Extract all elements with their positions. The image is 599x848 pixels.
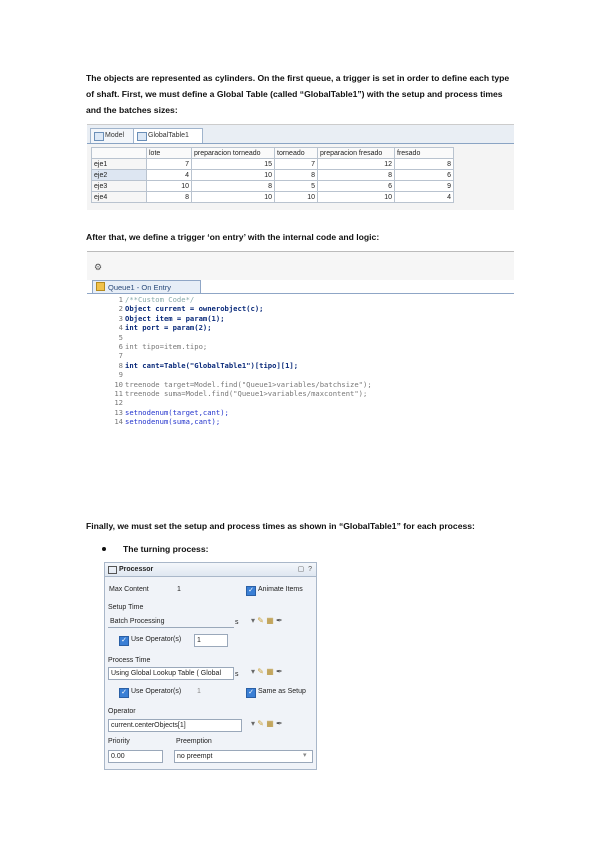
edit-icon[interactable]: ✎ bbox=[257, 667, 264, 676]
tab-globaltable1-label: GlobalTable1 bbox=[148, 132, 189, 139]
dropdown-arrow-icon[interactable]: ▾ bbox=[251, 616, 256, 625]
table-cell[interactable]: 10 bbox=[275, 192, 318, 203]
table-cell[interactable]: 4 bbox=[395, 192, 454, 203]
column-header: fresado bbox=[395, 148, 454, 159]
template-icon[interactable]: ▦ bbox=[266, 719, 274, 728]
table-cell[interactable]: 15 bbox=[192, 159, 275, 170]
process-time-unit: s bbox=[235, 671, 239, 678]
code-editor-screenshot bbox=[87, 251, 514, 509]
preemption-chevron-down-icon[interactable]: ▾ bbox=[303, 752, 307, 759]
process-use-operators-label: Use Operator(s) bbox=[131, 688, 182, 695]
processor-properties-panel bbox=[104, 562, 317, 770]
processor-title: Processor bbox=[119, 566, 154, 573]
window-icon[interactable]: ▢ bbox=[297, 566, 305, 573]
code-text-area[interactable] bbox=[113, 295, 372, 427]
code-line: 13 setnodenum(target,cant); bbox=[114, 407, 229, 417]
table-cell[interactable]: 10 bbox=[147, 181, 192, 192]
table-cell[interactable]: 6 bbox=[395, 170, 454, 181]
table-tab-bar bbox=[87, 125, 514, 144]
table-cell[interactable]: 4 bbox=[147, 170, 192, 181]
setup-operators-input[interactable]: 1 bbox=[194, 634, 228, 647]
dropdown-arrow-icon[interactable]: ▾ bbox=[251, 667, 256, 676]
table-cell[interactable]: 10 bbox=[318, 192, 395, 203]
table-cell[interactable]: 12 bbox=[318, 159, 395, 170]
code-line: 7 bbox=[118, 351, 123, 361]
eyedropper-icon[interactable]: ✒ bbox=[275, 667, 283, 676]
row-header: eje1 bbox=[92, 159, 147, 170]
column-header: preparacion fresado bbox=[318, 148, 395, 159]
code-line: 14 setnodenum(suma,cant); bbox=[114, 417, 221, 427]
row-header: eje3 bbox=[92, 181, 147, 192]
global-table-screenshot bbox=[87, 124, 514, 210]
code-line: 8 int cant=Table("GlobalTable1")[tipo][1]; bbox=[118, 360, 299, 370]
wrench-icon[interactable]: ⚙ bbox=[94, 262, 103, 272]
table-cell[interactable]: 8 bbox=[275, 170, 318, 181]
process-time-field[interactable]: Using Global Lookup Table ( Global bbox=[108, 667, 234, 680]
preemption-label: Preemption bbox=[176, 738, 212, 745]
same-as-setup-checkbox[interactable]: ✓ bbox=[246, 688, 256, 698]
process-time-label: Process Time bbox=[108, 657, 151, 664]
table-icon bbox=[137, 132, 147, 141]
tab-model[interactable] bbox=[90, 128, 138, 143]
tab-queue1-on-entry[interactable] bbox=[92, 280, 201, 294]
preemption-select[interactable]: no preempt bbox=[174, 750, 313, 763]
process-use-operators-checkbox[interactable]: ✓ bbox=[119, 688, 129, 698]
intro-paragraph: The objects are represented as cylinders. On the first queue, a trigger is set in order to define each type of shaft. First, we must define a Global Table (called “GlobalTable1”) with the setup and process times and the batches sizes: bbox=[86, 73, 510, 115]
setup-time-unit: s bbox=[235, 619, 239, 626]
table-cell[interactable]: 10 bbox=[192, 170, 275, 181]
code-line: 6 int tipo=item.tipo; bbox=[118, 342, 208, 352]
setup-use-operators-label: Use Operator(s) bbox=[131, 636, 182, 643]
setup-paragraph: Finally, we must set the setup and process times as shown in “GlobalTable1” for each process: bbox=[86, 521, 475, 531]
max-content-label: Max Content bbox=[109, 586, 149, 593]
table-cell[interactable]: 7 bbox=[147, 159, 192, 170]
priority-input[interactable]: 0.00 bbox=[108, 750, 163, 763]
setup-time-field[interactable]: Batch Processing bbox=[108, 616, 234, 628]
code-line: 5 bbox=[118, 332, 123, 342]
code-line: 10 treenode target=Model.find("Queue1>variables/batchsize"); bbox=[114, 379, 372, 389]
same-as-setup-label: Same as Setup bbox=[258, 688, 306, 695]
setup-time-tools bbox=[251, 616, 283, 625]
table-cell[interactable]: 8 bbox=[395, 159, 454, 170]
setup-use-operators-checkbox[interactable]: ✓ bbox=[119, 636, 129, 646]
table-row bbox=[92, 159, 454, 170]
editor-toolbar bbox=[87, 252, 514, 280]
table-cell[interactable]: 7 bbox=[275, 159, 318, 170]
table-cell[interactable]: 8 bbox=[147, 192, 192, 203]
code-line: 3 Object item = param(1); bbox=[118, 313, 225, 323]
tab-underline bbox=[87, 293, 514, 294]
animate-items-checkbox[interactable]: ✓ bbox=[246, 586, 256, 596]
trigger-paragraph: After that, we define a trigger ‘on entry’ with the internal code and logic: bbox=[86, 232, 380, 242]
row-header: eje2 bbox=[92, 170, 147, 181]
table-row bbox=[92, 170, 454, 181]
edit-icon[interactable]: ✎ bbox=[257, 719, 264, 728]
model-icon bbox=[94, 132, 104, 141]
code-line: 9 bbox=[118, 370, 123, 380]
table-cell[interactable]: 8 bbox=[318, 170, 395, 181]
processor-panel-header bbox=[105, 563, 316, 577]
eyedropper-icon[interactable]: ✒ bbox=[275, 616, 283, 625]
bullet-text: The turning process: bbox=[123, 544, 209, 554]
column-header: torneado bbox=[275, 148, 318, 159]
dropdown-arrow-icon[interactable]: ▾ bbox=[251, 719, 256, 728]
tab-globaltable1[interactable] bbox=[133, 128, 203, 143]
table-cell[interactable]: 9 bbox=[395, 181, 454, 192]
global-table-grid bbox=[91, 147, 454, 203]
edit-icon[interactable]: ✎ bbox=[257, 616, 264, 625]
operator-field[interactable]: current.centerObjects[1] bbox=[108, 719, 242, 732]
process-time-tools bbox=[251, 667, 283, 676]
collapse-icon[interactable] bbox=[108, 566, 117, 574]
code-line: 11 treenode suma=Model.find("Queue1>variables/maxcontent"); bbox=[114, 389, 368, 399]
template-icon[interactable]: ▦ bbox=[266, 616, 274, 625]
column-header: preparacion torneado bbox=[192, 148, 275, 159]
max-content-input[interactable]: 1 bbox=[177, 586, 181, 593]
column-header: lote bbox=[147, 148, 192, 159]
code-line: 4 int port = param(2); bbox=[118, 323, 212, 333]
code-line: 12 bbox=[114, 398, 123, 408]
help-icon[interactable]: ? bbox=[308, 566, 312, 573]
table-header-row bbox=[92, 148, 454, 159]
operator-tools bbox=[251, 719, 283, 728]
code-line: 2 Object current = ownerobject(c); bbox=[118, 304, 264, 314]
animate-items-label: Animate Items bbox=[258, 586, 303, 593]
trigger-icon bbox=[96, 282, 105, 291]
bullet-dot bbox=[102, 547, 106, 551]
tab-model-label: Model bbox=[105, 132, 125, 139]
table-cell[interactable]: 8 bbox=[192, 181, 275, 192]
setup-time-label: Setup Time bbox=[108, 604, 144, 611]
table-cell[interactable]: 5 bbox=[275, 181, 318, 192]
operator-label: Operator bbox=[108, 708, 136, 715]
table-cell[interactable]: 10 bbox=[192, 192, 275, 203]
row-header: eje4 bbox=[92, 192, 147, 203]
code-tab-label: Queue1 - On Entry bbox=[108, 283, 171, 292]
header-icons bbox=[298, 563, 312, 576]
table-row bbox=[92, 192, 454, 203]
header-corner bbox=[92, 148, 147, 159]
table-row bbox=[92, 181, 454, 192]
priority-label: Priority bbox=[108, 738, 130, 745]
table-cell[interactable]: 6 bbox=[318, 181, 395, 192]
process-operators-input[interactable]: 1 bbox=[197, 688, 201, 695]
template-icon[interactable]: ▦ bbox=[266, 667, 274, 676]
eyedropper-icon[interactable]: ✒ bbox=[275, 719, 283, 728]
code-line: 1 /**Custom Code*/ bbox=[118, 295, 195, 304]
